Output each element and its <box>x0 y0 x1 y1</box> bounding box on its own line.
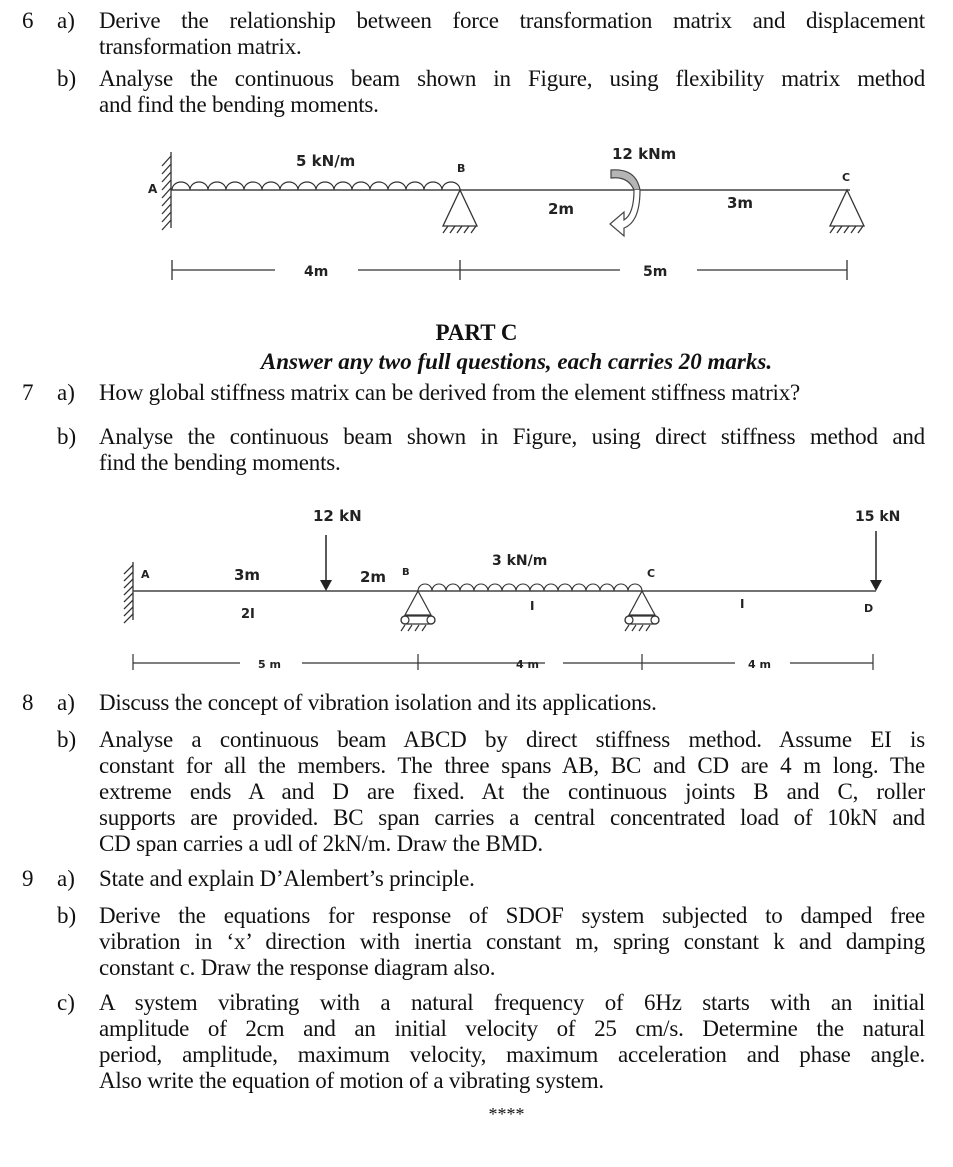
question-8b-text <box>99 727 925 857</box>
text-line: extreme ends A and D are fixed. At the continuous joints B and C, roller <box>99 779 925 804</box>
dim-2m-label: 2m <box>360 568 387 586</box>
dim-4m-label: 4m <box>304 264 329 280</box>
inertia-cd-label: I <box>740 597 745 611</box>
text-line: find the bending moments. <box>99 450 341 475</box>
roller-support-c-icon <box>625 591 659 631</box>
text-line: How global stiffness matrix can be derived from the element stiffness matrix? <box>99 380 801 405</box>
question-9b-label: b) <box>57 903 77 928</box>
label-d: D <box>864 602 874 615</box>
text-line: supports are provided. BC span carries a central concentrated load of 10kN and <box>99 805 925 830</box>
text-line: Analyse a continuous beam ABCD by direct stiffness method. Assume EI is <box>99 727 925 752</box>
dim-4m-label-2: 4 m <box>748 658 771 671</box>
question-number-8: 8 <box>22 690 34 715</box>
text-line: Analyse the continuous beam shown in Figure, using flexibility matrix method <box>99 66 925 91</box>
question-9c-label: c) <box>57 990 75 1015</box>
point-load-12kn-label: 12 kN <box>313 507 362 525</box>
text-line: CD span carries a udl of 2kN/m. Draw the BMD. <box>99 831 543 856</box>
dimension-line <box>172 260 847 280</box>
text-line: transformation matrix. <box>99 34 302 59</box>
fixed-support-a-icon <box>124 562 133 623</box>
figure-2-beam-diagram <box>0 500 953 680</box>
text-line: constant c. Draw the response diagram also. <box>99 955 496 980</box>
end-of-paper-mark: **** <box>488 1104 525 1124</box>
point-load-15kn-label: 15 kN <box>855 509 901 525</box>
question-9a-label: a) <box>57 866 75 891</box>
part-c-title: PART C <box>435 320 518 345</box>
dim-4m-label-1: 4 m <box>516 658 539 671</box>
udl-label: 5 kN/m <box>296 152 356 170</box>
text-line: Discuss the concept of vibration isolation and its applications. <box>99 690 657 715</box>
label-c: C <box>842 171 851 184</box>
text-line: State and explain D’Alembert’s principle. <box>99 866 475 891</box>
question-7b-label: b) <box>57 424 77 449</box>
question-number-6: 6 <box>22 8 34 33</box>
question-6a-text <box>99 8 925 60</box>
text-line: Also write the equation of motion of a vibrating system. <box>99 1068 604 1093</box>
question-8a-text <box>99 690 925 716</box>
question-9c-text <box>99 990 925 1094</box>
dim-3m-label: 3m <box>727 194 754 212</box>
question-number-7: 7 <box>22 380 34 405</box>
label-c: C <box>647 567 656 580</box>
question-6b-label: b) <box>57 66 77 91</box>
dim-5m-label: 5 m <box>258 658 281 671</box>
question-8b-label: b) <box>57 727 77 752</box>
text-line: and find the bending moments. <box>99 92 379 117</box>
text-line: constant for all the members. The three spans AB, BC and CD are 4 m long. The <box>99 753 925 778</box>
label-a: A <box>141 568 150 581</box>
part-c-instruction: Answer any two full questions, each carries 20 marks. <box>260 349 773 374</box>
text-line: amplitude of 2cm and an initial velocity of 25 cm/s. Determine the natural <box>99 1016 925 1041</box>
inertia-ab-label: 2I <box>241 607 255 622</box>
inertia-bc-label: I <box>530 599 535 613</box>
udl-loops-icon <box>418 584 642 591</box>
text-line: vibration in ‘x’ direction with inertia constant m, spring constant k and damping <box>99 929 925 954</box>
question-9a-text <box>99 866 925 892</box>
point-load-12kn-arrow-icon <box>320 535 332 591</box>
label-b: B <box>402 567 410 578</box>
dim-2m-label: 2m <box>548 200 575 218</box>
moment-arrow-icon <box>610 170 640 236</box>
fixed-support-a-icon <box>162 152 171 230</box>
text-line: period, amplitude, maximum velocity, maximum acceleration and phase angle. <box>99 1042 925 1067</box>
question-number-9: 9 <box>22 866 34 891</box>
udl-loops-icon <box>172 182 460 190</box>
dim-5m-label: 5m <box>643 264 668 280</box>
text-line: Derive the relationship between force transformation matrix and displacement <box>99 8 925 33</box>
figure-1-beam-diagram <box>0 140 953 300</box>
dim-3m-label: 3m <box>234 566 261 584</box>
pin-support-c-icon <box>830 190 864 233</box>
text-line: Derive the equations for response of SDOF system subjected to damped free <box>99 903 925 928</box>
udl-label: 3 kN/m <box>492 553 548 569</box>
question-7b-text <box>99 424 925 476</box>
roller-support-b-icon <box>401 591 435 631</box>
label-a: A <box>148 182 158 196</box>
question-7a-text <box>99 380 925 406</box>
question-8a-label: a) <box>57 690 75 715</box>
question-6a-label: a) <box>57 8 75 33</box>
text-line: A system vibrating with a natural frequency of 6Hz starts with an initial <box>99 990 925 1015</box>
question-9b-text <box>99 903 925 981</box>
label-b: B <box>457 162 466 175</box>
question-7a-label: a) <box>57 380 75 405</box>
point-load-15kn-arrow-icon <box>870 531 882 591</box>
moment-label: 12 kNm <box>612 145 677 163</box>
question-6b-text <box>99 66 925 118</box>
pin-support-b-icon <box>443 190 477 233</box>
text-line: Analyse the continuous beam shown in Figure, using direct stiffness method and <box>99 424 925 449</box>
